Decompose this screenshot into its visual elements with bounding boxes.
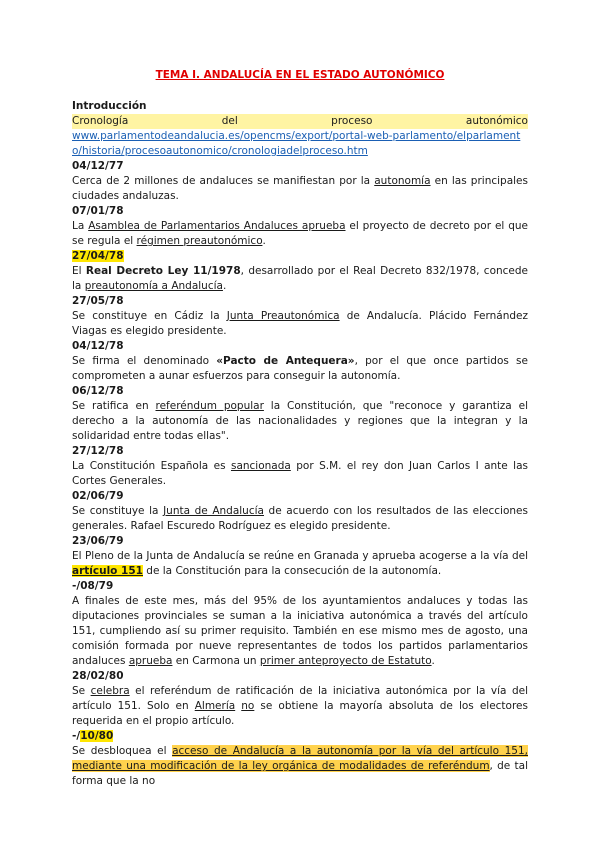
entry-text: El Real Decreto Ley 11/1978, desarrollado por el Real Decreto 832/1978, concede la preautonomía a Andalucía. [72, 265, 529, 292]
entry-text: La Constitución Española es sancionada por S.M. el rey don Juan Carlos I ante las Cortes Generales. [72, 460, 528, 487]
entry-text: Cerca de 2 millones de andaluces se manifiestan por la autonomía en las principales ciudades andaluzas. [72, 175, 528, 202]
entry-date: 04/12/78 [72, 340, 124, 352]
entry-text: Se firma el denominado «Pacto de Antequera», por el que once partidos se comprometen a aunar esfuerzos para conseguir la autonomía. [72, 355, 528, 382]
entry-text: Se celebra el referéndum de ratificación de la iniciativa autonómica por la vía del artículo 151. Solo en Almería no se obtiene la mayoría absoluta de los electores requerida en el propio artículo. [72, 685, 528, 727]
entry-text: Se desbloquea el acceso de Andalucía a la autonomía por la vía del artículo 151, mediante una modificación de la ley orgánica de modalidades de referéndum, de tal forma que la no [72, 745, 528, 787]
entry-date: -/08/79 [72, 580, 114, 592]
entry-date: 06/12/78 [72, 385, 124, 397]
chronology-label: Cronología del proceso autonómico [72, 115, 528, 127]
entry-date: 28/02/80 [72, 670, 124, 682]
chronology-link[interactable]: www.parlamentodeandalucia.es/opencms/export/portal-web-parlamento/elparlamento/historia/procesoautonomico/cronologiadelproceso.htm [72, 130, 521, 157]
document-title: TEMA I. ANDALUCÍA EN EL ESTADO AUTONÓMICO [155, 69, 445, 81]
entry-text: Se ratifica en referéndum popular la Constitución, que "reconoce y garantiza el derecho a la autonomía de las nacionalidades y regiones que la integran y la solidaridad entre todas ellas". [72, 400, 528, 442]
entry-text: La Asamblea de Parlamentarios Andaluces aprueba el proyecto de decreto por el que se regula el régimen preautonómico. [72, 220, 528, 247]
entry-text: El Pleno de la Junta de Andalucía se reúne en Granada y aprueba acogerse a la vía del artículo 151 de la Constitución para la consecución de la autonomía. [72, 550, 528, 577]
entry-date: -/10/80 [72, 730, 114, 742]
entry-date: 27/05/78 [72, 295, 124, 307]
entry-date: 27/12/78 [72, 445, 124, 457]
intro-heading: Introducción [72, 100, 147, 112]
entry-date: 07/01/78 [72, 205, 124, 217]
entry-text: Se constituye en Cádiz la Junta Preautonómica de Andalucía. Plácido Fernández Viagas es elegido presidente. [72, 310, 528, 337]
entry-date: 27/04/78 [72, 250, 124, 262]
entry-text: Se constituye la Junta de Andalucía de acuerdo con los resultados de las elecciones generales. Rafael Escuredo Rodríguez es elegido presidente. [72, 505, 528, 532]
document-page [72, 68, 528, 789]
entry-date: 02/06/79 [72, 490, 124, 502]
entry-date: 23/06/79 [72, 535, 124, 547]
entry-date: 04/12/77 [72, 160, 124, 172]
entry-text: A finales de este mes, más del 95% de los ayuntamientos andaluces y todas las diputaciones provinciales se suman a la iniciativa autonómica a través del artículo 151, cumpliendo así su primer requisito. También en ese mismo mes de agosto, una comisión formada por nueve representantes de todos los partidos parlamentarios andaluces aprueba en Carmona un primer anteproyecto de Estatuto. [72, 595, 528, 667]
